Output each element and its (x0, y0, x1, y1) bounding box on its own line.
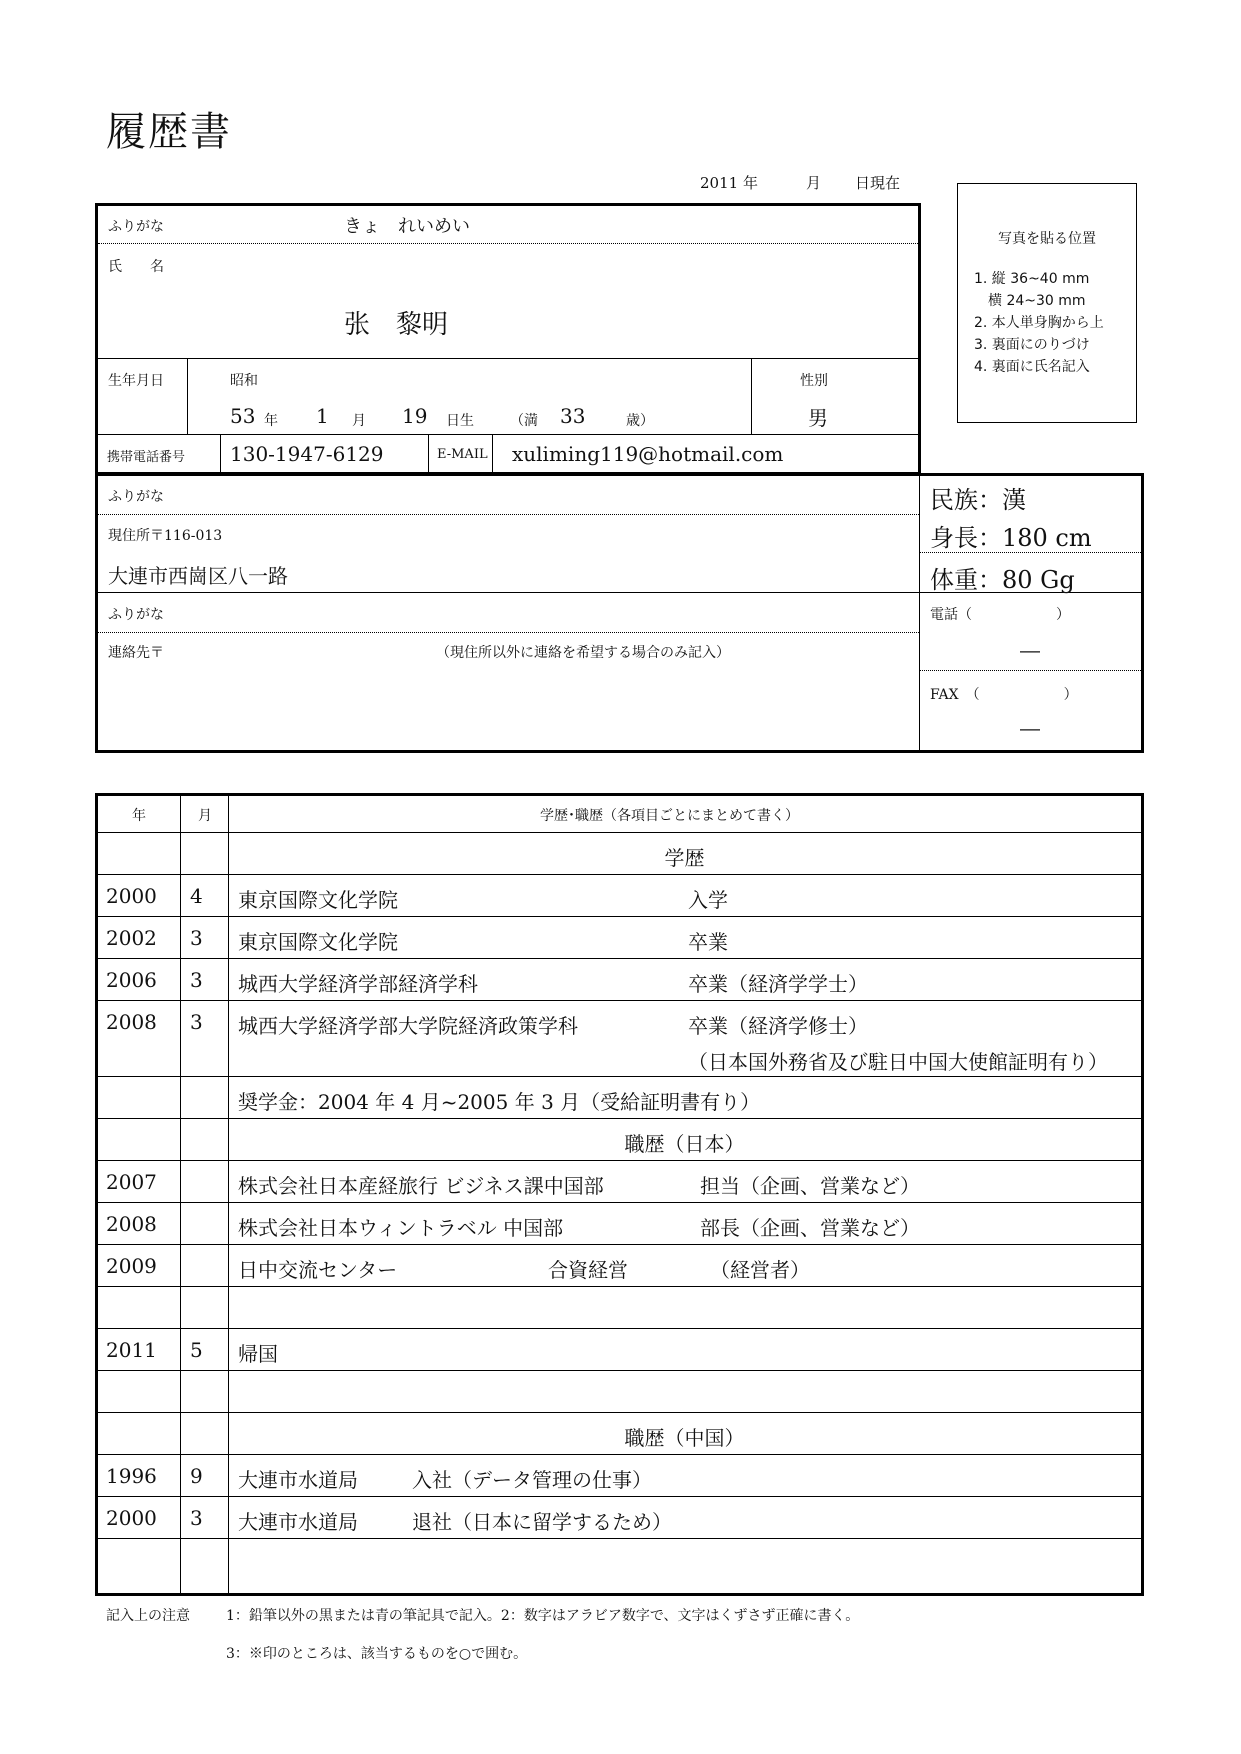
date-year: 2011 年 (700, 174, 758, 192)
row-divider (98, 1286, 1141, 1287)
weight[interactable]: 体重：80 Gg (930, 566, 1075, 594)
month-header: 月 (198, 808, 212, 824)
row-divider (98, 1496, 1141, 1497)
row-divider (98, 1160, 1141, 1161)
address-label: 現住所〒116-013 (108, 528, 223, 544)
history-section-heading: 学歴 (664, 846, 705, 870)
row-divider (98, 1202, 1141, 1203)
content-header: 学歴･職歴（各項目ごとにまとめて書く） (540, 808, 799, 824)
address-furigana-label: ふりがな (108, 489, 164, 505)
history-entry-status[interactable]: 担当（企画、営業など） (700, 1174, 920, 1198)
photo-instructions (974, 268, 1104, 378)
sex-value[interactable]: 男 (808, 406, 828, 430)
photo-title: 写真を貼る位置 (998, 231, 1096, 247)
history-entry[interactable]: 日中交流センター (238, 1258, 398, 1282)
history-entry[interactable]: 帰国 (238, 1342, 278, 1366)
row-divider (98, 1328, 1141, 1329)
history-month[interactable]: 5 (190, 1338, 203, 1362)
history-year[interactable]: 2008 (106, 1212, 157, 1236)
side-tel-dash[interactable]: ― (1020, 638, 1040, 662)
history-entry[interactable]: 城西大学経済学部大学院経済政策学科 (238, 1014, 578, 1038)
row-divider (98, 874, 1141, 875)
history-year[interactable]: 1996 (106, 1464, 157, 1488)
age-value[interactable]: 33 (560, 404, 586, 428)
history-entry[interactable]: 大連市水道局 (238, 1510, 358, 1534)
email-value[interactable]: xuliming119@hotmail.com (512, 442, 784, 466)
row-divider (98, 1000, 1141, 1001)
year-unit: 年 (264, 413, 278, 429)
history-entry-status[interactable]: 卒業（経済学修士） (688, 1014, 868, 1038)
history-entry[interactable]: 大連市水道局 (238, 1468, 358, 1492)
side-fax-label: FAX （ ） (930, 687, 1078, 703)
photo-instruction: 2. 本人単身胸から上 (974, 315, 1104, 331)
birth-label: 生年月日 (108, 373, 164, 389)
history-entry[interactable]: 城西大学経済学部経済学科 (238, 972, 478, 996)
date-day-label: 日現在 (855, 174, 901, 192)
history-year[interactable]: 2000 (106, 884, 157, 908)
history-entry[interactable]: 株式会社日本産経旅行 ビジネス課中国部 (238, 1174, 604, 1198)
history-entry[interactable]: 株式会社日本ウィントラベル 中国部 (238, 1216, 564, 1240)
history-year[interactable]: 2006 (106, 968, 157, 992)
history-month[interactable]: 3 (190, 1506, 203, 1530)
row-divider (98, 1412, 1141, 1413)
day-unit: 日生 (446, 413, 474, 429)
history-year[interactable]: 2011 (106, 1338, 157, 1362)
history-year[interactable]: 2008 (106, 1010, 157, 1034)
history-entry-mid[interactable]: 退社（日本に留学するため） (412, 1510, 672, 1534)
contact-label: 連絡先〒 (108, 645, 164, 661)
notes-label: 記入上の注意 (106, 1608, 190, 1624)
name-furigana[interactable]: きょ れいめい (344, 216, 470, 237)
history-month[interactable]: 4 (190, 884, 203, 908)
phone-label: 携帯電話番号 (107, 450, 186, 465)
age-open: （満 (510, 413, 538, 429)
age-close: 歳） (626, 413, 654, 429)
photo-placeholder[interactable] (957, 183, 1137, 423)
furigana-label: ふりがな (108, 219, 164, 235)
history-year[interactable]: 2000 (106, 1506, 157, 1530)
era-label: 昭和 (230, 373, 258, 389)
history-month[interactable]: 9 (190, 1464, 203, 1488)
row-divider (98, 1244, 1141, 1245)
history-section-heading: 職歴（中国） (624, 1426, 745, 1450)
history-month[interactable]: 3 (190, 1010, 203, 1034)
history-entry-status[interactable]: （経営者） (710, 1258, 810, 1282)
address-value[interactable]: 大連市西崗区八一路 (108, 564, 288, 588)
history-month[interactable]: 3 (190, 968, 203, 992)
birth-day[interactable]: 19 (402, 404, 428, 428)
sex-label: 性別 (800, 373, 828, 389)
history-entry[interactable]: 東京国際文化学院 (238, 930, 398, 954)
history-entry[interactable]: 奨学金：2004 年 4 月~2005 年 3 月（受給証明書有り） (238, 1090, 761, 1114)
month-unit: 月 (352, 413, 366, 429)
side-fax-dash[interactable]: ― (1020, 716, 1040, 740)
row-divider (98, 1538, 1141, 1539)
birth-month[interactable]: 1 (316, 404, 329, 428)
side-tel-label: 電話（ ） (930, 607, 1070, 623)
history-entry-status[interactable]: 入学 (688, 888, 728, 912)
year-header: 年 (132, 808, 146, 824)
history-entry-status[interactable]: 卒業（経済学学士） (688, 972, 868, 996)
row-divider (98, 1076, 1141, 1077)
row-divider (98, 958, 1141, 959)
row-divider (98, 1454, 1141, 1455)
photo-instruction: 4. 裏面に氏名記入 (974, 359, 1090, 375)
notes-line-1: 1：鉛筆以外の黒または青の筆記具で記入。2：数字はアラビア数字で、文字はくずさず正確に書く。 (226, 1608, 860, 1624)
photo-instruction: 3. 裏面にのりづけ (974, 337, 1090, 353)
contact-furigana-label: ふりがな (108, 607, 164, 623)
history-year[interactable]: 2002 (106, 926, 157, 950)
birth-year[interactable]: 53 (230, 404, 256, 428)
photo-instruction: 1. 縦 36~40 mm (974, 271, 1090, 287)
date-month-label: 月 (806, 174, 822, 192)
history-entry[interactable]: 東京国際文化学院 (238, 888, 398, 912)
history-year[interactable]: 2007 (106, 1170, 157, 1194)
row-divider (98, 1370, 1141, 1371)
history-month[interactable]: 3 (190, 926, 203, 950)
height[interactable]: 身長：180 cm (930, 524, 1092, 552)
name-label: 氏 名 (108, 259, 164, 275)
history-entry-mid[interactable]: 入社（データ管理の仕事） (412, 1468, 652, 1492)
history-year[interactable]: 2009 (106, 1254, 157, 1278)
row-divider (98, 916, 1141, 917)
ethnicity[interactable]: 民族：漢 (930, 486, 1026, 514)
phone-value[interactable]: 130-1947-6129 (230, 442, 384, 466)
photo-instruction: 横 24~30 mm (974, 293, 1086, 309)
contact-note: （現住所以外に連絡を希望する場合のみ記入） (436, 645, 730, 661)
history-entry-note[interactable]: （日本国外務省及び駐日中国大使館証明有り） (688, 1050, 1108, 1074)
history-section-heading: 職歴（日本） (624, 1132, 745, 1156)
applicant-name[interactable]: 张 黎明 (344, 310, 449, 340)
history-entry-status[interactable]: 卒業 (688, 930, 728, 954)
history-entry-mid[interactable]: 合資経営 (548, 1258, 628, 1282)
notes-line-2: 3：※印のところは、該当するものを○で囲む。 (226, 1646, 528, 1662)
email-label: E-MAIL (437, 447, 488, 462)
history-entry-status[interactable]: 部長（企画、営業など） (700, 1216, 920, 1240)
row-divider (98, 1118, 1141, 1119)
page-title: 履歴書 (106, 109, 232, 155)
